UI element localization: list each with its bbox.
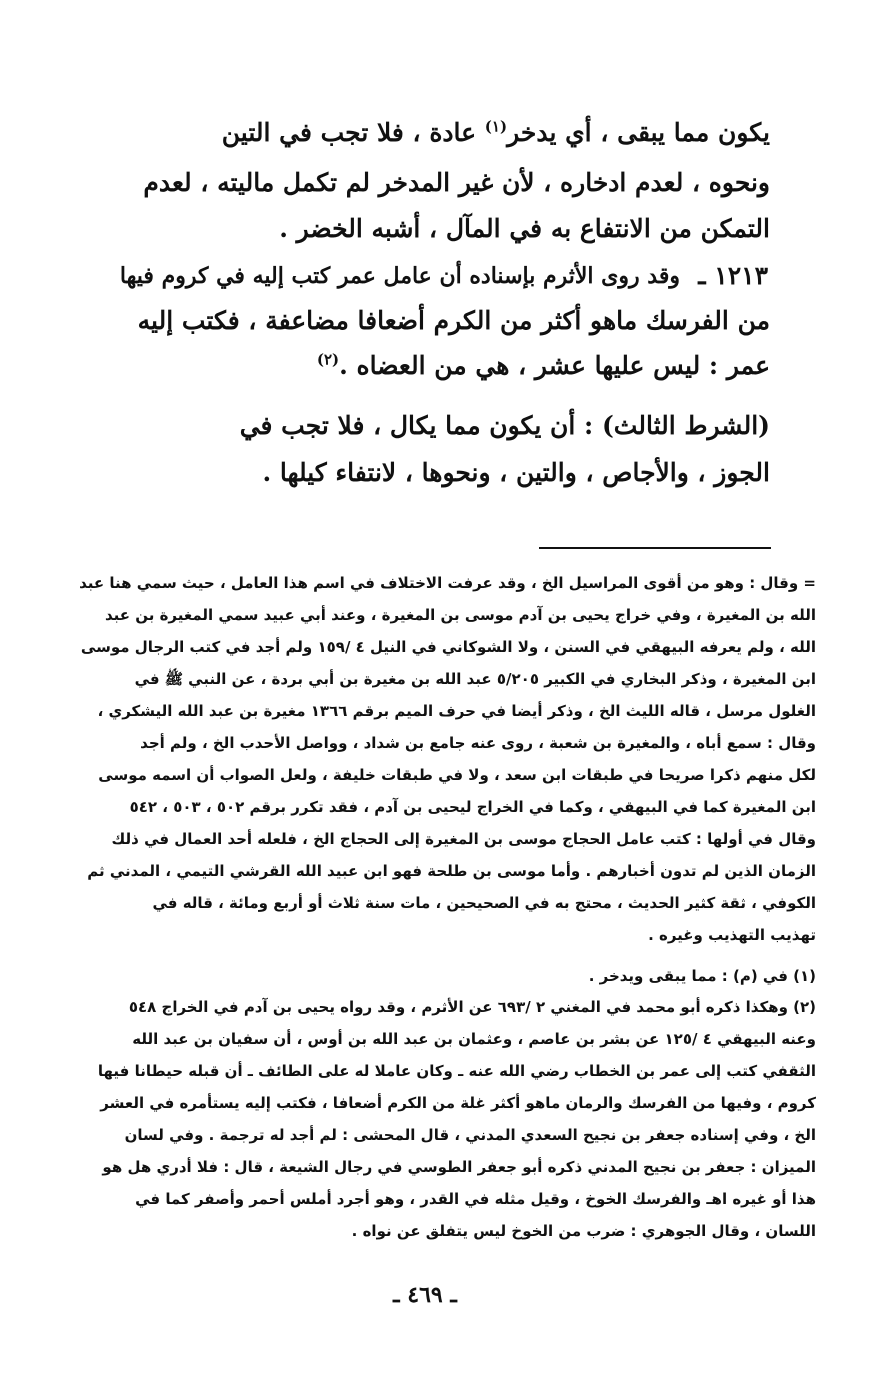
footnote-2-line: (٢) وهكذا ذكره أبو محمد في المغني ٢ /٦٩٣ عن الأثرم ، وقد رواه يحيى بن آدم في الخراج ٥٤٨ xyxy=(128,998,816,1016)
main-text-line-3: التمكن من الانتفاع به في المآل ، أشبه الخضر . xyxy=(279,214,770,243)
footnote-2-line: الميزان : جعفر بن نجيح المدني ذكره أبو جعفر الطوسي في رجال الشيعة ، قال : فلا أدري هل هو xyxy=(102,1158,816,1176)
footnote-1: (١) في (م) : مما يبقى ويدخر . xyxy=(588,967,816,985)
footnote-2-line: اللسان ، وقال الجوهري : ضرب من الخوخ ليس يتفلق عن نواه . xyxy=(351,1222,816,1240)
footnote-2-line: كروم ، وفيها من الفرسك والرمان ماهو أكثر غلة من الكرم أضعافا ، فكتب إليه يستأمره في العشر xyxy=(100,1094,816,1112)
entry-line-2: من الفرسك ماهو أكثر من الكرم أضعافا مضاعفة ، فكتب إليه xyxy=(137,306,770,335)
main-text-line-1-head: يكون مما يبقى ، أي يدخر xyxy=(507,118,770,147)
condition-line-2: الجوز ، والأجاص ، والتين ، ونحوها ، لانتفاء كيلها . xyxy=(262,458,770,487)
footnote-2-line: هذا أو غيره اهـ والفرسك الخوخ ، وقيل مثله في القدر ، وهو أجرد أملس أحمر وأصفر كما في xyxy=(135,1190,816,1208)
main-text-line-1 xyxy=(120,110,770,156)
entry-line-3-text: عمر : ليس عليها عشر ، هي من العضاه . xyxy=(339,351,770,380)
main-text-line-1-tail: عادة ، فلا تجب في التين xyxy=(221,118,485,147)
footnote-line: ابن المغيرة ، وذكر البخاري في الكبير ٥/٢٠٥ عبد الله بن مغيرة بن أبي بردة ، عن النبي ﷺ في xyxy=(134,670,816,688)
footnote-line: الله بن المغيرة ، وفي خراج يحيى بن آدم موسى بن المغيرة ، وعند أبي عبيد سمي المغيرة بن عبد xyxy=(104,606,816,624)
footnote-line: الله ، ولم يعرفه البيهقي في السنن ، ولا الشوكاني في النيل ٤ /١٥٩ ولم أجد في كتب الرجال موسى xyxy=(80,638,816,656)
entry-number: ١٢١٣ ـ xyxy=(698,261,768,290)
footnote-line: = وقال : وهو من أقوى المراسيل الخ ، وقد عرفت الاختلاف في اسم هذا العامل ، حيث سمي هنا عبد xyxy=(79,574,816,592)
footnote-line: وقال : سمع أباه ، والمغيرة بن شعبة ، روى عنه جامع بن شداد ، وواصل الأحدب الخ ، ولم أجد xyxy=(140,734,816,752)
footnote-separator xyxy=(539,547,771,549)
footnote-line: لكل منهم ذكرا صريحا في طبقات ابن سعد ، ولا في طبقات خليفة ، ولعل الصواب أن اسمه موسى xyxy=(98,766,816,784)
footnote-ref-1: (١) xyxy=(484,117,508,136)
main-text-line-2: ونحوه ، لعدم ادخاره ، لأن غير المدخر لم تكمل ماليته ، لعدم xyxy=(143,168,770,197)
entry-line-1: وقد روى الأثرم بإسناده أن عامل عمر كتب إليه في كروم فيها xyxy=(120,263,680,289)
condition-line-1: (الشرط الثالث) : أن يكون مما يكال ، فلا تجب في xyxy=(239,411,770,440)
footnote-line: تهذيب التهذيب وغيره . xyxy=(648,926,816,944)
footnote-2-line: الثقفي كتب إلى عمر بن الخطاب رضي الله عنه ـ وكان عاملا له على الطائف ـ أن قبله حيطانا فيها xyxy=(97,1062,816,1080)
page-number: ـ ٤٦٩ ـ xyxy=(393,1282,457,1308)
entry-line-3 xyxy=(120,343,770,389)
footnote-line: الغلول مرسل ، قاله الليث الخ ، وذكر أيضا في حرف الميم برقم ١٣٦٦ مغيرة بن عبد الله اليشكري ، xyxy=(97,702,816,720)
footnote-ref-2: (٢) xyxy=(316,350,340,369)
footnote-line: ابن المغيرة كما في البيهقي ، وكما في الخراج ليحيى بن آدم ، فقد تكرر برقم ٥٠٢ ، ٥٠٣ ، ٥٤٢ xyxy=(129,798,816,816)
footnote-2-line: وعنه البيهقي ٤ /١٢٥ عن بشر بن عاصم ، وعثمان بن عبد الله بن أوس ، أن سفيان بن عبد الله xyxy=(132,1030,816,1048)
footnote-line: الزمان الذين لم تدون أخبارهم . وأما موسى بن طلحة فهو ابن عبيد الله القرشي التيمي ، المدني ثم xyxy=(87,862,816,880)
footnote-line: الكوفي ، ثقة كثير الحديث ، محتج به في الصحيحين ، مات سنة ثلاث أو أربع ومائة ، قاله في xyxy=(152,894,816,912)
footnote-line: وقال في أولها : كتب عامل الحجاج موسى بن المغيرة إلى الحجاج الخ ، فلعله أحد العمال في ذلك xyxy=(111,830,816,848)
footnote-2-line: الخ ، وفي إسناده جعفر بن نجيح السعدي المدني ، قال المحشى : لم أجد له ترجمة . وفي لسان xyxy=(124,1126,816,1144)
